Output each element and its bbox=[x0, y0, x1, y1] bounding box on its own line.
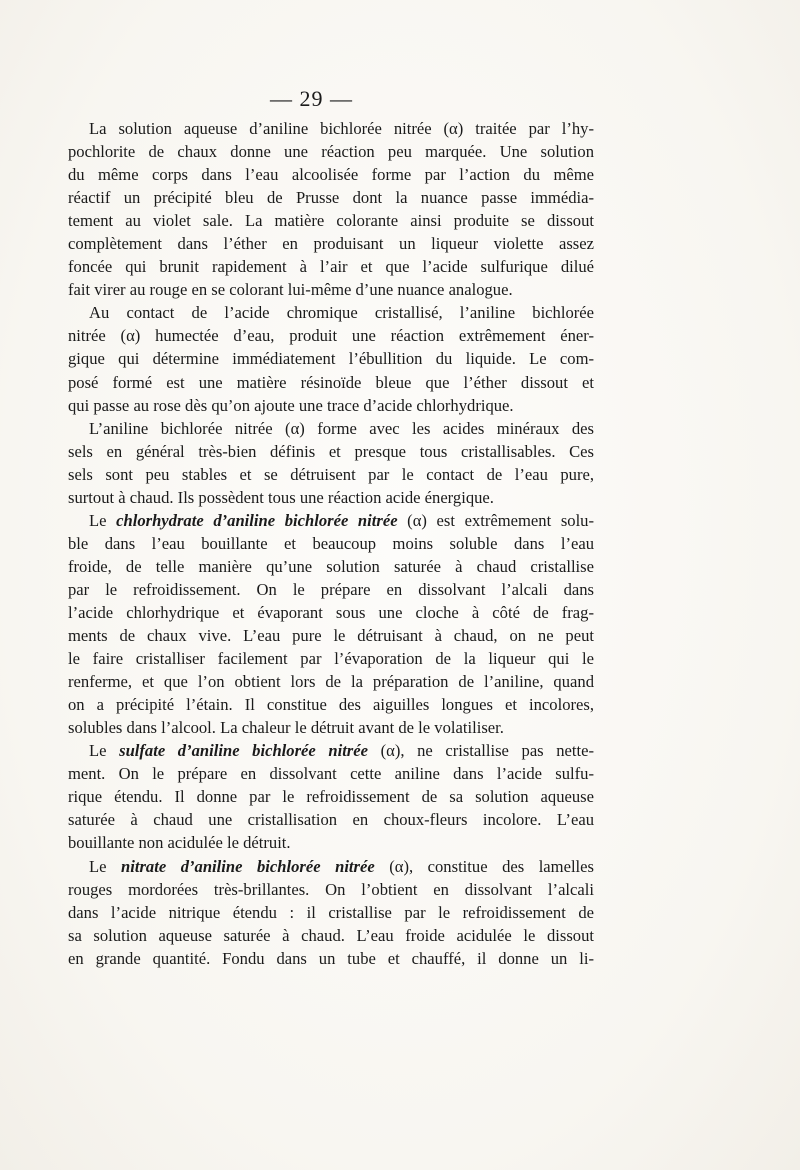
text-segment: saturée à chaud une cristallisation en choux-fleurs incolore. L’eau bbox=[68, 810, 594, 830]
text-segment: foncée qui brunit rapidement à l’air et que l’acide sulfurique dilué bbox=[68, 257, 594, 277]
text-segment: tement au violet sale. La matière colorante ainsi produite se dissout bbox=[68, 211, 594, 231]
text-segment: par le refroidissement. On le prépare en dissolvant l’alcali dans bbox=[68, 579, 594, 599]
text-segment: du même corps dans l’eau alcoolisée forme par l’action du même bbox=[68, 165, 594, 185]
text-line bbox=[68, 808, 594, 831]
text-line bbox=[68, 163, 594, 186]
text-segment: pochlorite de chaux donne une réaction peu marquée. Une solution bbox=[68, 142, 594, 162]
text-segment: L’aniline bichlorée nitrée (α) forme avec les acides minéraux des bbox=[89, 418, 594, 438]
text-segment: surtout à chaud. Ils possèdent tous une réaction acide énergique. bbox=[68, 487, 494, 507]
text-line bbox=[68, 209, 594, 232]
text-line bbox=[68, 624, 594, 647]
text-segment: sels sont peu stables et se détruisent par le contact de l’eau pure, bbox=[68, 464, 594, 484]
text-line bbox=[68, 670, 594, 693]
text-segment: en grande quantité. Fondu dans un tube et chauffé, il donne un li- bbox=[68, 948, 594, 968]
text-segment: réactif un précipité bleu de Prusse dont la nuance passe immédia- bbox=[68, 188, 594, 208]
text-line bbox=[68, 232, 594, 255]
page-number: — 29 — bbox=[270, 86, 353, 111]
text-line bbox=[68, 901, 594, 924]
text-line bbox=[68, 555, 594, 578]
text-segment: sa solution aqueuse saturée à chaud. L’eau froide acidulée le dissout bbox=[68, 925, 594, 945]
text-segment: qui passe au rose dès qu’on ajoute une trace d’acide chlorhydrique. bbox=[68, 395, 514, 415]
text-segment: froide, de telle manière qu’une solution saturée à chaud cristallise bbox=[68, 556, 594, 576]
text-line bbox=[68, 140, 594, 163]
text-line bbox=[68, 371, 594, 394]
text-line bbox=[68, 440, 594, 463]
text-segment: sels en général très-bien définis et presque tous cristallisables. Ces bbox=[68, 441, 594, 461]
text-line bbox=[68, 785, 594, 808]
text-line bbox=[68, 186, 594, 209]
text-segment: dans l’acide nitrique étendu : il cristallise par le refroidissement de bbox=[68, 902, 594, 922]
text-line bbox=[68, 394, 594, 417]
text-line bbox=[68, 117, 594, 140]
text-segment: (α), constitue des lamelles bbox=[374, 856, 594, 876]
body-text bbox=[68, 117, 594, 970]
text-segment: ment. On le prépare en dissolvant cette aniline dans l’acide sulfu- bbox=[68, 764, 594, 784]
text-segment: Le bbox=[89, 856, 122, 876]
text-line bbox=[68, 878, 594, 901]
text-segment: rouges mordorées très-brillantes. On l’obtient en dissolvant l’alcali bbox=[68, 879, 594, 899]
text-segment: Le bbox=[89, 741, 120, 761]
text-line bbox=[68, 463, 594, 486]
text-line bbox=[68, 532, 594, 555]
text-line bbox=[68, 831, 594, 854]
text-segment: posé formé est une matière résinoïde bleue que l’éther dissout et bbox=[68, 372, 594, 392]
text-line bbox=[68, 947, 594, 970]
compound-name: sulfate d’aniline bichlorée nitrée bbox=[119, 741, 368, 761]
text-line bbox=[68, 855, 594, 878]
text-segment: l’acide chlorhydrique et évaporant sous une cloche à côté de frag- bbox=[68, 602, 594, 622]
text-segment: nitrée (α) humectée d’eau, produit une réaction extrêmement éner- bbox=[68, 326, 594, 346]
text-segment: ments de chaux vive. L’eau pure le détruisant à chaud, on ne peut bbox=[68, 626, 594, 646]
compound-name: chlorhydrate d’aniline bichlorée nitrée bbox=[116, 510, 398, 530]
text-segment: (α) est extrêmement solu- bbox=[397, 510, 595, 530]
text-line bbox=[68, 739, 594, 762]
text-line bbox=[68, 301, 594, 324]
text-line bbox=[68, 578, 594, 601]
text-line bbox=[68, 693, 594, 716]
text-segment: on a précipité l’étain. Il constitue des aiguilles longues et incolores, bbox=[68, 695, 594, 715]
text-line bbox=[68, 647, 594, 670]
text-segment: bouillante non acidulée le détruit. bbox=[68, 833, 291, 853]
text-segment: Au contact de l’acide chromique cristallisé, l’aniline bichlorée bbox=[89, 303, 594, 323]
text-line bbox=[68, 486, 594, 509]
text-line bbox=[68, 255, 594, 278]
text-line bbox=[68, 324, 594, 347]
text-line bbox=[68, 762, 594, 785]
compound-name: nitrate d’aniline bichlorée nitrée bbox=[121, 856, 375, 876]
text-segment: le faire cristalliser facilement par l’évaporation de la liqueur qui le bbox=[68, 649, 594, 669]
text-line bbox=[68, 347, 594, 370]
text-line bbox=[68, 417, 594, 440]
text-segment: gique qui détermine immédiatement l’ébullition du liquide. Le com- bbox=[68, 349, 594, 369]
text-segment: ble dans l’eau bouillante et beaucoup moins soluble dans l’eau bbox=[68, 533, 594, 553]
text-segment: La solution aqueuse d’aniline bichlorée nitrée (α) traitée par l’hy- bbox=[89, 119, 594, 138]
text-segment: renferme, et que l’on obtient lors de la préparation de l’aniline, quand bbox=[68, 672, 594, 692]
text-segment: complètement dans l’éther en produisant un liqueur violette assez bbox=[68, 234, 594, 254]
text-segment: solubles dans l’alcool. La chaleur le détruit avant de le volatiliser. bbox=[68, 718, 504, 738]
text-line bbox=[68, 924, 594, 947]
text-segment: rique étendu. Il donne par le refroidissement de sa solution aqueuse bbox=[68, 787, 594, 807]
text-segment: (α), ne cristallise pas nette- bbox=[368, 741, 595, 761]
text-line bbox=[68, 278, 594, 301]
text-segment: fait virer au rouge en se colorant lui-même d’une nuance analogue. bbox=[68, 280, 513, 300]
text-line bbox=[68, 601, 594, 624]
text-line bbox=[68, 509, 594, 532]
text-segment: Le bbox=[89, 510, 117, 530]
text-line bbox=[68, 716, 594, 739]
